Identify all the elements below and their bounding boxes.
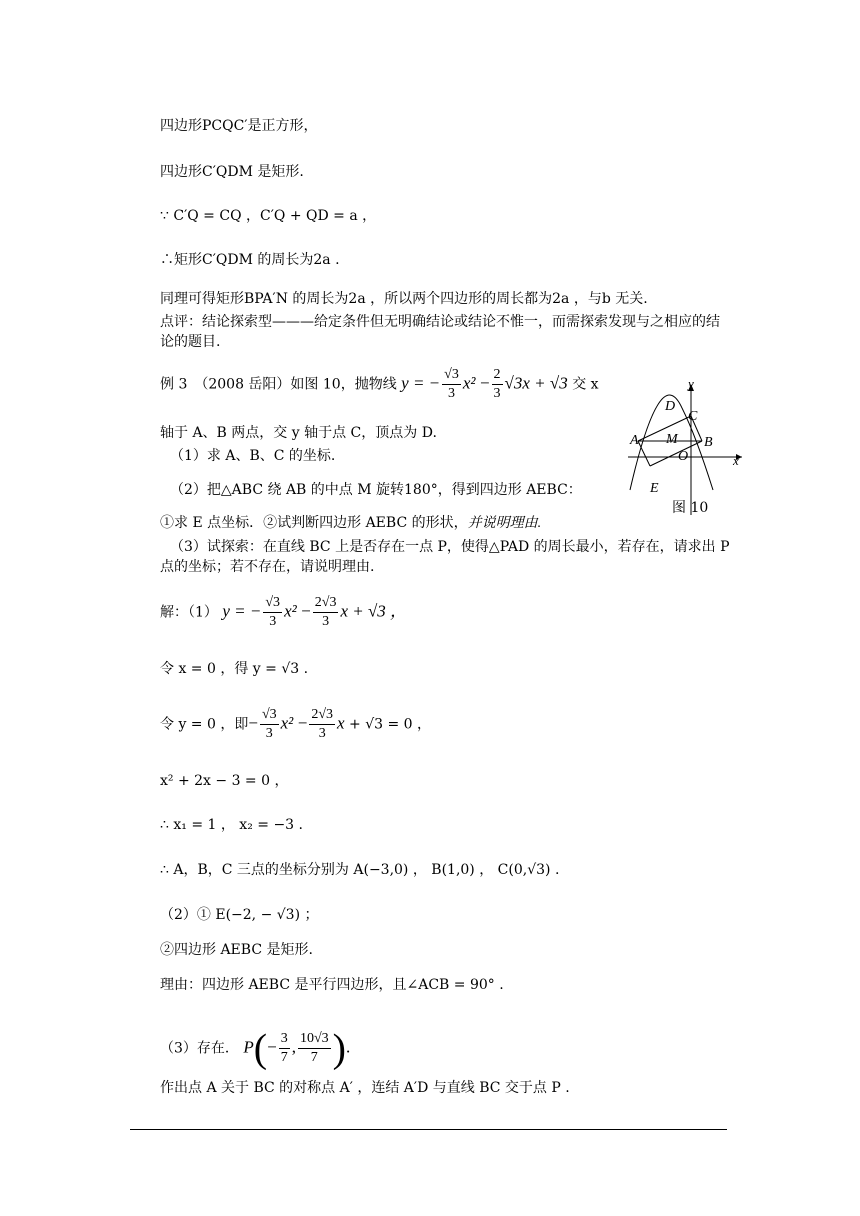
line-1: 四边形PCQC′是正方形， <box>160 118 318 134</box>
question-2b-italic: 并说明理由. <box>467 516 542 531</box>
label-a: A <box>630 433 639 448</box>
solution-5: ∴ x₁ = 1 ， x₂ = −3 . <box>160 817 303 833</box>
frac-num: 10√3 <box>298 1030 331 1049</box>
frac-den: 7 <box>310 1050 318 1065</box>
frac-10sqrt3-over-7 <box>298 1030 331 1067</box>
solution-1 <box>160 594 407 631</box>
formula-y-eq: y = − <box>401 373 441 393</box>
label-e: E <box>650 481 659 496</box>
frac-num: √3 <box>260 706 279 725</box>
formula-tail: √3x + √3 <box>504 373 568 393</box>
example-prefix: 例 3 （2008 岳阳）如图 10，抛物线 <box>160 376 397 393</box>
frac-2sqrt3-over-3 <box>309 706 335 743</box>
line-2: 四边形C′QDM 是矩形. <box>160 164 304 180</box>
formula-x: x <box>337 713 345 733</box>
formula-x2: x² <box>462 373 476 393</box>
frac-den: 3 <box>265 726 273 741</box>
solution-9: 理由：四边形 AEBC 是平行四边形，且∠ACB = 90° . <box>160 977 504 993</box>
solution-11: 作出点 A 关于 BC 的对称点 A′ ，连结 A′D 与直线 BC 交于点 P . <box>160 1080 570 1096</box>
question-3 <box>160 537 730 577</box>
line-3: ∵ C′Q = CQ ，C′Q + QD = a ， <box>160 208 377 224</box>
frac-num: √3 <box>263 594 282 613</box>
example-3-line <box>160 366 599 403</box>
frac-num: 3 <box>279 1030 290 1049</box>
solution-1-prefix: 解：（1） <box>160 604 218 621</box>
frac-sqrt3-over-3 <box>442 366 461 403</box>
footer-rule <box>130 1129 727 1130</box>
frac-den: 3 <box>322 614 330 629</box>
frac-den: 3 <box>493 386 501 401</box>
frac-3-over-7 <box>279 1030 290 1067</box>
segment-ac <box>638 416 691 441</box>
paren-left: ( <box>253 1025 268 1071</box>
label-c: C <box>688 409 698 424</box>
formula-minus: − <box>301 601 311 621</box>
frac-den: 3 <box>448 386 455 401</box>
question-1: （1）求 A、B、C 的坐标. <box>170 448 336 464</box>
label-o: O <box>678 449 689 464</box>
example-suffix: 交 x <box>572 376 599 393</box>
label-y: y <box>688 380 694 391</box>
frac-sqrt3-over-3 <box>263 594 282 631</box>
line-4: ∴矩形C′QDM 的周长为2a . <box>160 252 340 268</box>
formula-tail: x + √3 ， <box>340 601 408 621</box>
solution-10-prefix: （3）存在． <box>160 1040 239 1057</box>
label-m: M <box>666 432 678 447</box>
formula-x2: x² <box>280 713 294 733</box>
formula-minus: − <box>248 713 258 733</box>
question-2b-text: ①求 E 点坐标．②试判断四边形 AEBC 的形状， <box>160 515 468 531</box>
comment-text: 点评：结论探索型———给定条件但无明确结论或结论不惟一，而需探索发现与之相应的结论的题目. <box>160 314 720 350</box>
formula-minus: − <box>297 713 308 733</box>
solution-6: ∴ A，B，C 三点的坐标分别为 A(−3,0) ， B(1,0) ， C(0,√3) . <box>160 862 560 878</box>
question-3-text: （3）试探索：在直线 BC 上是否存在一点 P，使得△PAD 的周长最小，若存在，请求出 P 点的坐标；若不存在，请说明理由. <box>160 539 730 575</box>
formula-x2: x² <box>284 601 297 621</box>
formula-minus: − <box>267 1037 277 1057</box>
label-d: D <box>665 399 676 414</box>
solution-4: x² + 2x − 3 = 0 ， <box>160 773 289 789</box>
frac-den: 7 <box>280 1050 288 1065</box>
formula-comma: , <box>291 1037 296 1057</box>
question-2b <box>160 513 541 534</box>
point-p-label: P <box>243 1037 254 1057</box>
frac-den: 3 <box>269 614 277 629</box>
solution-10 <box>160 1025 351 1071</box>
solution-3-suffix: + √3 = 0 ， <box>349 716 432 733</box>
frac-sqrt3-over-3 <box>260 706 279 743</box>
line-5: 同理可得矩形BPA′N 的周长为2a ，所以两个四边形的周长都为2a ，与b 无关. <box>160 291 648 307</box>
frac-num: √3 <box>442 366 461 385</box>
paren-right: ) <box>332 1025 346 1071</box>
solution-2: 令 x = 0 ，得 y = √3 . <box>160 661 309 677</box>
solution-3-prefix: 令 y = 0 ，即 <box>160 716 249 733</box>
label-b: B <box>704 435 713 450</box>
comment-paragraph <box>160 312 730 352</box>
frac-2-over-3 <box>492 366 503 403</box>
frac-2sqrt3-over-3 <box>313 594 339 631</box>
frac-num: 2 <box>492 366 503 385</box>
frac-num: 2√3 <box>313 594 339 613</box>
formula-period: . <box>345 1037 351 1057</box>
line-axis: 轴于 A、B 两点，交 y 轴于点 C，顶点为 D. <box>160 425 437 441</box>
figure-10-diagram <box>620 380 750 520</box>
label-x: x <box>733 453 739 468</box>
solution-3 <box>160 706 431 743</box>
solution-7: （2）① E(−2, − √3) ； <box>160 907 319 923</box>
frac-num: 2√3 <box>309 706 335 725</box>
segment-ae <box>638 441 650 466</box>
formula-y-eq: y = − <box>222 601 262 621</box>
solution-8: ②四边形 AEBC 是矩形. <box>160 942 313 958</box>
formula-minus: − <box>479 373 490 393</box>
frac-den: 3 <box>318 726 326 741</box>
question-2: （2）把△ABC 绕 AB 的中点 M 旋转180°，得到四边形 AEBC： <box>170 482 582 498</box>
figure-caption: 图 10 <box>672 500 709 516</box>
